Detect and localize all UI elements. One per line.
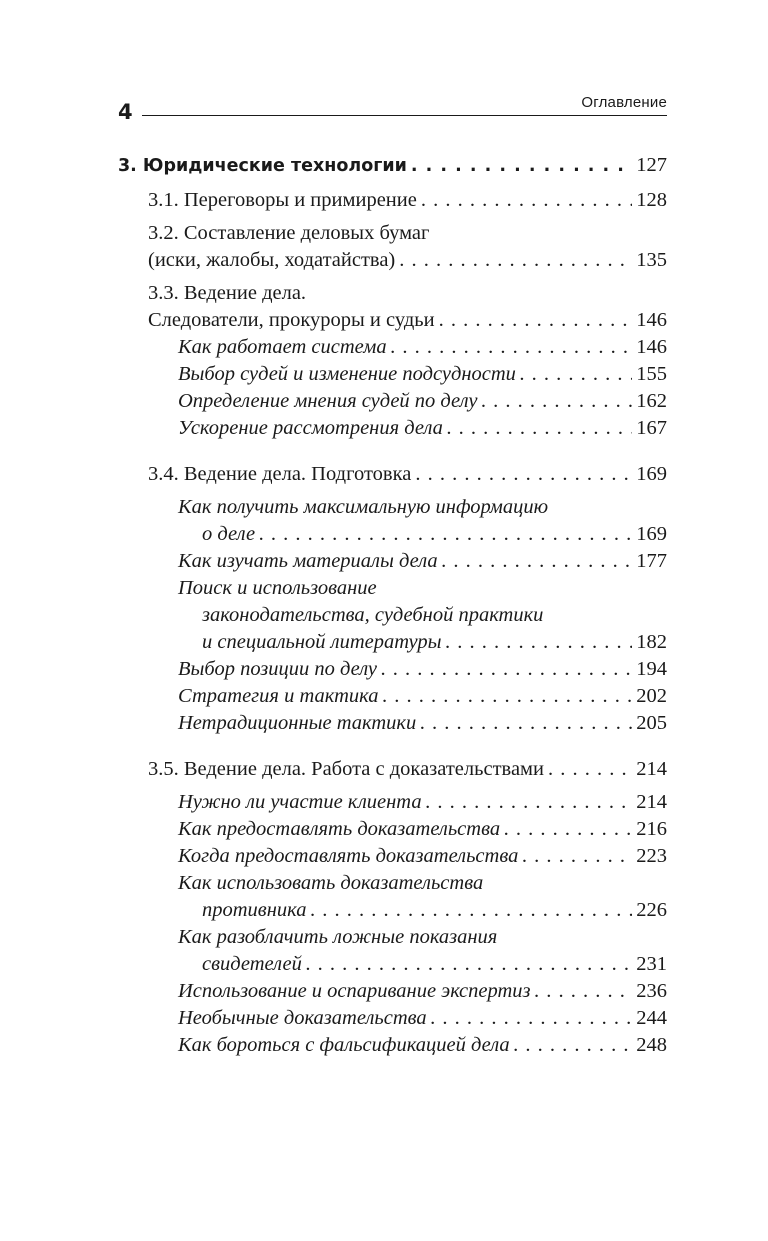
toc-entry-title-line: Как разоблачить ложные показания — [178, 926, 498, 948]
dot-leader — [381, 656, 632, 683]
toc-entry-page: 169 — [636, 523, 667, 545]
dot-leader — [421, 187, 632, 214]
toc-subsection[interactable] — [178, 1032, 667, 1059]
toc-entry-page: 205 — [636, 712, 667, 734]
toc-entry-title: Как предоставлять доказательства — [178, 818, 501, 840]
toc-entry-title-line: законодательства, судебной практики — [202, 604, 544, 626]
dot-leader — [514, 1032, 633, 1059]
toc-entry-page: 162 — [636, 390, 667, 412]
toc-subsection[interactable] — [118, 494, 667, 548]
toc-entry-title: Стратегия и тактика — [178, 685, 379, 707]
toc-subsection[interactable] — [118, 924, 667, 978]
toc-entry-title-line: Как получить максимальную информацию — [178, 496, 549, 518]
dot-leader — [520, 361, 632, 388]
toc-entry-title-line: Как использовать доказательства — [178, 872, 484, 894]
toc-entry-title: Использование и оспаривание экспертиз — [178, 980, 531, 1002]
dot-leader — [382, 683, 632, 710]
toc-entry-page: 155 — [636, 363, 667, 385]
dot-leader — [411, 153, 632, 180]
toc-entry-title: Определение мнения судей по делу — [178, 390, 478, 412]
dot-leader — [439, 307, 633, 334]
dot-leader — [391, 334, 633, 361]
toc-entry-page: 202 — [636, 685, 667, 707]
header-rule — [142, 115, 667, 116]
toc-entry-page: 236 — [636, 980, 667, 1002]
running-title: Оглавление — [581, 94, 667, 111]
toc-entry-title-line: Поиск и использование — [178, 577, 377, 599]
toc-subsection[interactable] — [178, 388, 667, 415]
toc-entry-page: 216 — [636, 818, 667, 840]
toc-subsection[interactable] — [178, 978, 667, 1005]
toc-subsection[interactable] — [178, 1005, 667, 1032]
dot-leader — [415, 461, 632, 488]
toc-entry-title: 3.5. Ведение дела. Работа с доказательствами — [148, 758, 544, 780]
toc-entry-title: Нетрадиционные тактики — [178, 712, 417, 734]
toc-entry-title: 3. Юридические технологии — [118, 156, 407, 176]
dot-leader — [481, 388, 632, 415]
dot-leader — [535, 978, 633, 1005]
toc-subsection[interactable] — [178, 548, 667, 575]
dot-leader — [522, 843, 632, 870]
toc-entry-title: (иски, жалобы, ходатайства) — [148, 249, 396, 271]
toc-entry-title: Выбор судей и изменение подсудности — [178, 363, 516, 385]
toc-entry-title: Когда предоставлять доказательства — [178, 845, 519, 867]
toc-entry-page: 194 — [636, 658, 667, 680]
toc-entry-title: 3.4. Ведение дела. Подготовка — [148, 463, 412, 485]
toc-subsection[interactable] — [178, 816, 667, 843]
toc-entry-page: 214 — [636, 758, 667, 780]
dot-leader — [426, 789, 633, 816]
dot-leader — [445, 629, 632, 656]
toc-entry-page: 146 — [636, 336, 667, 358]
toc-entry-title: Необычные доказательства — [178, 1007, 427, 1029]
toc-entry-title: противника — [202, 899, 307, 921]
toc-entry-page: 169 — [636, 463, 667, 485]
toc-entry-title-line: 3.3. Ведение дела. — [148, 282, 307, 304]
toc-entry-title: свидетелей — [202, 953, 302, 975]
dot-leader — [442, 548, 633, 575]
dot-leader — [504, 816, 632, 843]
toc-subsection[interactable] — [178, 710, 667, 737]
toc-chapter-3[interactable] — [118, 152, 667, 180]
toc-entry-title: Как бороться с фальсификацией дела — [178, 1034, 510, 1056]
toc-entry-page: 182 — [636, 631, 667, 653]
running-header — [118, 92, 667, 124]
toc-subsection[interactable] — [178, 656, 667, 683]
table-of-contents — [118, 152, 667, 1059]
toc-section-3-3[interactable] — [118, 280, 667, 334]
toc-entry-page: 177 — [636, 550, 667, 572]
toc-entry-page: 244 — [636, 1007, 667, 1029]
toc-section-3-2[interactable] — [118, 220, 667, 274]
toc-entry-page: 231 — [636, 953, 667, 975]
toc-entry-page: 128 — [636, 189, 667, 211]
toc-subsection[interactable] — [118, 575, 667, 656]
toc-section-3-5[interactable] — [148, 756, 667, 783]
toc-section-3-4[interactable] — [148, 461, 667, 488]
toc-entry-title: о деле — [202, 523, 256, 545]
toc-subsection[interactable] — [178, 415, 667, 442]
toc-entry-page: 135 — [636, 249, 667, 271]
toc-entry-title: Выбор позиции по делу — [178, 658, 378, 680]
toc-entry-title: Следователи, прокуроры и судьи — [148, 309, 435, 331]
toc-subsection[interactable] — [178, 843, 667, 870]
toc-entry-title: 3.1. Переговоры и примирение — [148, 189, 417, 211]
dot-leader — [548, 756, 632, 783]
toc-entry-title-line: 3.2. Составление деловых бумаг — [148, 222, 430, 244]
dot-leader — [399, 247, 632, 274]
dot-leader — [310, 897, 632, 924]
dot-leader — [431, 1005, 633, 1032]
page-number: 4 — [118, 100, 133, 124]
dot-leader — [259, 521, 632, 548]
toc-entry-page: 146 — [636, 309, 667, 331]
toc-entry-title: Как работает система — [178, 336, 387, 358]
toc-subsection[interactable] — [178, 361, 667, 388]
dot-leader — [420, 710, 632, 737]
toc-entry-page: 248 — [636, 1034, 667, 1056]
toc-entry-page: 226 — [636, 899, 667, 921]
toc-subsection[interactable] — [118, 870, 667, 924]
dot-leader — [306, 951, 632, 978]
toc-subsection[interactable] — [178, 683, 667, 710]
toc-section-3-1[interactable] — [148, 187, 667, 214]
toc-entry-title: Как изучать материалы дела — [178, 550, 438, 572]
toc-entry-page: 127 — [636, 154, 667, 176]
toc-entry-page: 167 — [636, 417, 667, 439]
toc-subsection[interactable] — [178, 789, 667, 816]
toc-entry-title: и специальной литературы — [202, 631, 442, 653]
toc-entry-title: Нужно ли участие клиента — [178, 791, 422, 813]
toc-entry-page: 214 — [636, 791, 667, 813]
dot-leader — [447, 415, 632, 442]
toc-subsection[interactable] — [178, 334, 667, 361]
toc-entry-title: Ускорение рассмотрения дела — [178, 417, 443, 439]
toc-entry-page: 223 — [636, 845, 667, 867]
